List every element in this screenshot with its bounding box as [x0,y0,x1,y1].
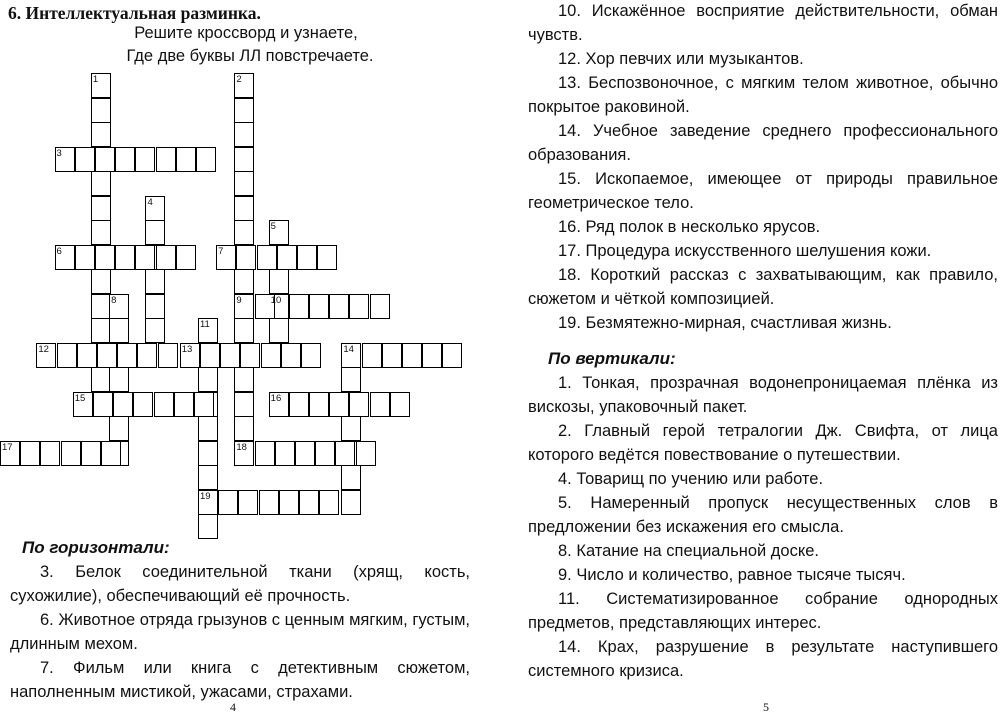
crossword-cell [158,343,178,368]
crossword-cell [255,441,275,466]
crossword-clue-number: 2 [236,74,242,85]
crossword-cell [156,245,176,270]
crossword-clue-number: 3 [56,147,62,159]
crossword-cell [91,318,111,343]
clue-down-2: 2. Главный герой тетралогии Дж. Свифта, от лица которого ведётся повествование о путешествии. [528,422,998,464]
crossword-cell [95,245,115,270]
crossword-cell [295,441,315,466]
crossword-cell [234,392,254,417]
clues-right [528,0,998,683]
crossword-cell [362,343,382,368]
clue-down-11: 11. Систематизированное собрание однородных предметов, представляющих интерес. [528,590,998,632]
crossword-clue-number: 4 [147,196,153,208]
crossword-cell [198,514,218,539]
clue-across-7: 7. Фильм или книга с детективным сюжетом, наполненным мистикой, ужасами, страхами. [10,659,470,701]
crossword-cell [198,416,218,441]
crossword-cell [234,147,254,172]
clue-down-9: 9. Число и количество, равное тысяче тысяч. [558,566,906,584]
crossword-clue-number: 12 [38,343,49,355]
down-heading: По вертикали: [548,349,676,368]
crossword-cell [198,465,218,490]
crossword-cell [299,490,319,515]
clue-across-12: 12. Хор певчих или музыкантов. [558,50,804,68]
crossword-cell [115,147,135,172]
crossword-clue-number: 6 [56,245,62,257]
crossword-cell [218,490,238,515]
crossword-cell [390,392,410,417]
crossword-cell [198,367,218,392]
crossword-cell [234,171,254,196]
crossword-cell [93,392,113,417]
crossword-cell [349,392,369,417]
crossword-cell [77,343,97,368]
crossword-cell [317,245,337,270]
crossword-cell [341,367,361,392]
crossword-cell [279,490,299,515]
crossword-cell [95,147,115,172]
crossword-cell [97,343,117,368]
page-number-left: 4 [230,700,236,714]
crossword-cell [145,220,165,245]
intro-line-2: Где две буквы ЛЛ повстречаете. [126,47,374,65]
crossword-cell [156,147,176,172]
clue-down-1: 1. Тонкая, прозрачная водонепроницаемая плёнка из вискозы, упаковочный пакет. [528,374,998,416]
clue-down-5: 5. Намеренный пропуск несущественных слов в предложении без искажения его смысла. [528,494,998,536]
crossword-clue-number: 13 [181,343,193,355]
crossword-cell [154,392,174,417]
crossword-cell [289,294,309,319]
clue-across-13: 13. Беспозвоночное, с мягким телом животное, обычно покрытое раковиной. [528,74,998,116]
crossword-cell [196,147,216,172]
crossword-cell [61,441,81,466]
crossword-clue-number: 10 [270,294,282,306]
crossword-cell [91,122,111,147]
crossword-cell [234,122,254,147]
crossword-clue-number: 15 [74,392,86,404]
crossword-cell [269,269,289,294]
clue-across-10: 10. Искажённое восприятие действительности, обман чувств. [528,2,998,44]
crossword-clue-number: 14 [343,343,354,355]
crossword-cell [234,196,254,221]
crossword-cell [91,196,111,221]
crossword-cell [234,98,254,123]
crossword-cell [75,245,95,270]
crossword-cell [81,441,101,466]
crossword-cell [75,147,95,172]
across-clues-left [10,560,470,704]
crossword-cell [137,343,157,368]
crossword-cell [57,343,77,368]
clue-down-4: 4. Товарищ по учению или работе. [558,470,824,488]
exercise-title: 6. Интеллектуальная разминка. [8,3,261,23]
crossword-cell [442,343,462,368]
crossword-clue-number: 18 [236,441,247,453]
clue-across-19: 19. Безмятежно-мирная, счастливая жизнь. [558,314,892,332]
crossword-cell [277,245,297,270]
crossword-cell [315,441,335,466]
clue-across-17: 17. Процедура искусственного шелушения кожи. [558,242,932,260]
clue-across-3: 3. Белок соединительной ткани (хрящ, кость, сухожилие), обеспечивающий её прочность. [10,563,470,605]
crossword-cell [133,392,153,417]
crossword-cell [341,465,361,490]
clue-across-14: 14. Учебное заведение среднего профессионального образования. [528,122,998,164]
crossword-cell [370,294,390,319]
crossword-cell [20,441,40,466]
crossword-cell [91,367,111,392]
crossword-cell [281,343,301,368]
clue-down-14: 14. Крах, разрушение в результате наступившего системного кризиса. [528,638,998,680]
crossword-cell [91,98,111,123]
crossword-clue-number: 1 [92,74,99,85]
clue-across-15: 15. Ископаемое, имеющее от природы правильное геометрическое тело. [528,170,998,212]
crossword-cell [220,343,240,368]
crossword-cell [234,269,254,294]
crossword-cell [176,147,196,172]
clue-across-16: 16. Ряд полок в несколько ярусов. [558,218,821,236]
crossword-cell [259,490,279,515]
crossword-cell [301,343,321,368]
crossword-clue-number: 5 [270,221,276,232]
across-heading: По горизонтали: [22,538,170,557]
crossword-cell [261,343,281,368]
crossword-cell [238,490,258,515]
crossword-cell [40,441,60,466]
crossword-cell [356,441,376,466]
crossword-clue-number: 16 [270,392,282,404]
crossword-cell [341,490,361,515]
intro-line-1: Решите кроссворд и узнаете, [134,24,358,42]
clue-across-6: 6. Животное отряда грызунов с ценным мягким, густым, длинным мехом. [10,611,471,653]
crossword-clue-number: 7 [218,245,224,257]
clue-across-18: 18. Короткий рассказ с захватывающим, как правило, сюжетом и чёткой композицией. [528,266,998,308]
crossword-clue-number: 9 [236,294,242,306]
crossword-cell [113,392,133,417]
crossword-cell [117,343,137,368]
crossword-cell [145,318,165,343]
crossword-cell [289,392,309,417]
crossword-cell [269,318,289,343]
crossword-cell [382,343,402,368]
crossword-cell [236,245,256,270]
crossword-grid [0,0,520,540]
crossword-cell [319,490,339,515]
crossword-clue-number: 8 [111,294,117,306]
crossword-cell [91,269,111,294]
crossword-cell [234,367,254,392]
crossword-cell [309,294,329,319]
crossword-cell [335,441,355,466]
crossword-cell [198,441,218,466]
crossword-cell [329,294,349,319]
crossword-cell [101,441,121,466]
crossword-cell [91,220,111,245]
crossword-cell [402,343,422,368]
crossword-cell [115,245,135,270]
crossword-cell [329,392,349,417]
crossword-cell [109,318,129,343]
crossword-cell [234,416,254,441]
crossword-clue-number: 11 [199,319,210,330]
crossword-cell [194,392,214,417]
crossword-cell [341,416,361,441]
crossword-cell [109,367,129,392]
crossword-clue-number: 17 [2,441,13,453]
crossword-cell [349,294,369,319]
crossword-cell [370,392,390,417]
crossword-cell [145,269,165,294]
crossword-cell [309,392,329,417]
crossword-cell [91,171,111,196]
crossword-cell [297,245,317,270]
crossword-clue-number: 19 [199,490,211,502]
crossword-cell [176,245,196,270]
crossword-cell [234,318,254,343]
crossword-cell [234,220,254,245]
clue-down-8: 8. Катание на специальной доске. [558,542,820,560]
crossword-cell [109,416,129,441]
crossword-cell [91,294,111,319]
page-number-right: 5 [763,700,769,714]
crossword-cell [135,245,155,270]
crossword-cell [422,343,442,368]
crossword-cell [257,245,277,270]
crossword-cell [174,392,194,417]
crossword-cell [275,441,295,466]
crossword-cell [145,294,165,319]
crossword-cell [200,343,220,368]
crossword-cell [135,147,155,172]
crossword-cell [240,343,260,368]
